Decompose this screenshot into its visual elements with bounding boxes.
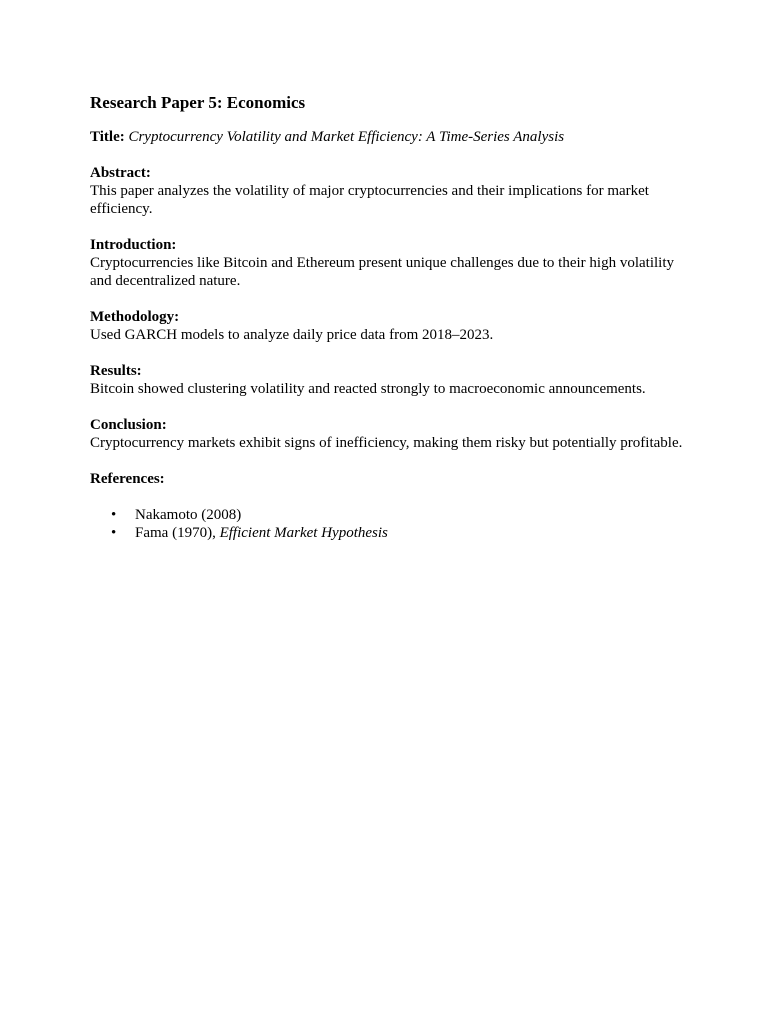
section-label: Results: bbox=[90, 363, 142, 379]
reference-italic-title: Efficient Market Hypothesis bbox=[219, 525, 388, 541]
list-item bbox=[90, 524, 690, 542]
section-introduction bbox=[90, 236, 690, 290]
bullet-icon: • bbox=[111, 507, 117, 523]
section-abstract bbox=[90, 164, 690, 218]
section-label: Methodology: bbox=[90, 309, 180, 325]
paper-title-line bbox=[90, 128, 690, 146]
section-label: Introduction: bbox=[90, 237, 177, 253]
section-body: Bitcoin showed clustering volatility and reacted strongly to macroeconomic announcements. bbox=[90, 381, 646, 397]
section-body: This paper analyzes the volatility of major cryptocurrencies and their implications for market efficiency. bbox=[90, 183, 649, 217]
section-body: Cryptocurrency markets exhibit signs of inefficiency, making them risky but potentially profitable. bbox=[90, 435, 683, 451]
references-label: References: bbox=[90, 471, 165, 487]
document-page bbox=[90, 92, 690, 542]
section-label: Abstract: bbox=[90, 165, 151, 181]
reference-text: Nakamoto (2008) bbox=[135, 507, 242, 523]
section-body: Used GARCH models to analyze daily price data from 2018–2023. bbox=[90, 327, 494, 343]
section-body: Cryptocurrencies like Bitcoin and Ethereum present unique challenges due to their high volatility and decentralized nature. bbox=[90, 255, 675, 289]
paper-title: Cryptocurrency Volatility and Market Efficiency: A Time-Series Analysis bbox=[128, 129, 565, 145]
document-heading: Research Paper 5: Economics bbox=[90, 93, 306, 112]
title-label: Title: bbox=[90, 129, 125, 145]
section-methodology bbox=[90, 308, 690, 344]
section-results bbox=[90, 362, 690, 398]
section-label: Conclusion: bbox=[90, 417, 167, 433]
reference-text: Fama (1970), bbox=[135, 525, 220, 541]
list-item bbox=[90, 506, 690, 524]
section-conclusion bbox=[90, 416, 690, 452]
bullet-icon: • bbox=[111, 525, 117, 541]
references-list bbox=[90, 506, 690, 542]
